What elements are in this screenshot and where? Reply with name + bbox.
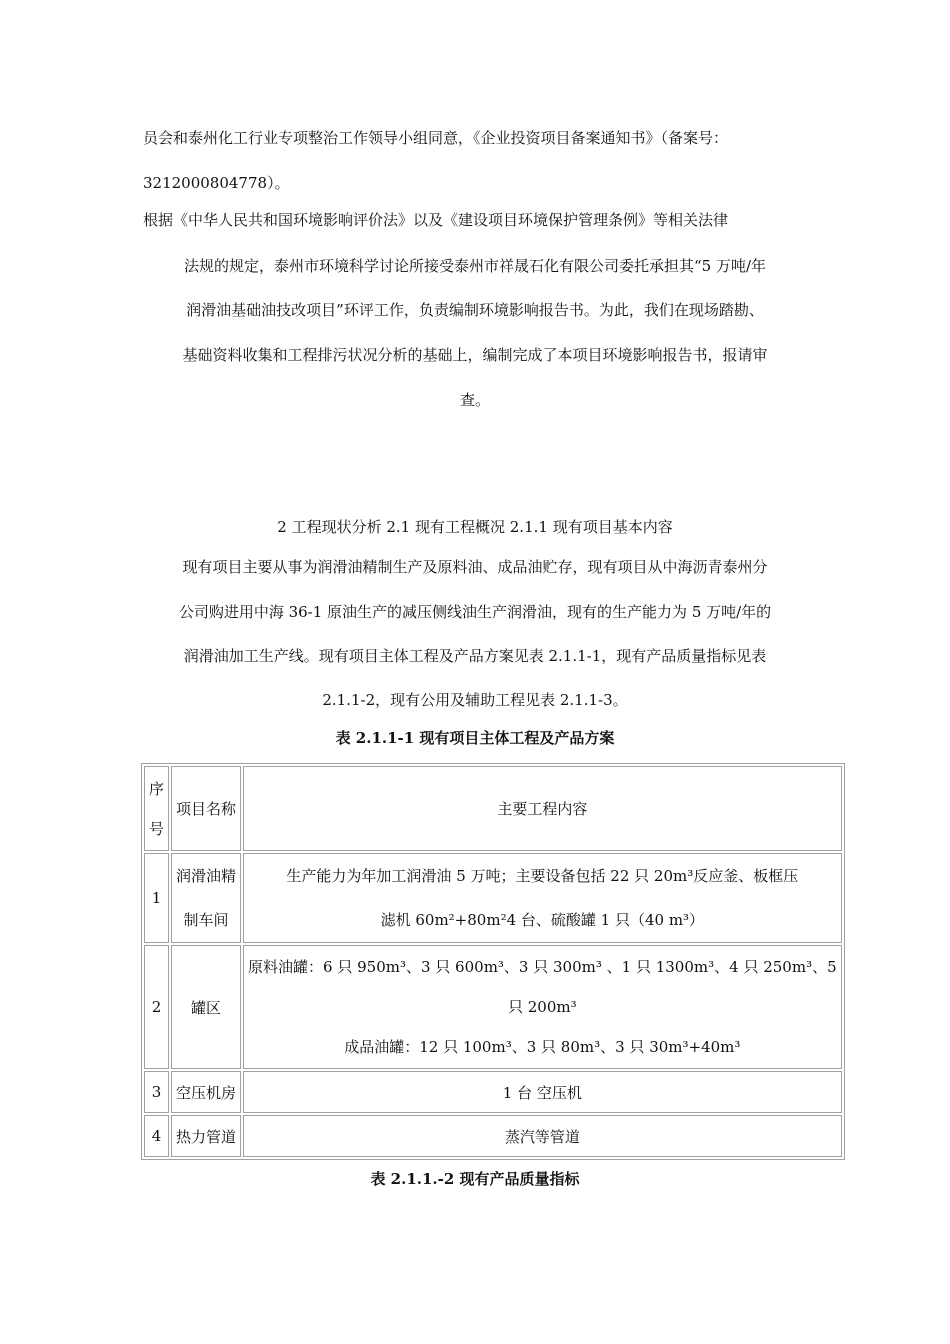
- intro-line-4: 法规的规定，泰州市环境科学讨论所接受泰州市祥晟石化有限公司委托承担其“5 万吨/年: [183, 257, 767, 275]
- row-no: 3: [144, 1071, 169, 1113]
- row-name: [171, 853, 241, 943]
- table-row: [144, 1071, 842, 1113]
- table-row: [144, 945, 842, 1069]
- table-row: [144, 1115, 842, 1157]
- row-content-line3: 成品油罐：12 只 100m³、3 只 80m³、3 只 30m³+40m³: [344, 1038, 741, 1056]
- intro-line-5: 润滑油基础油技改项目”环评工作，负责编制环境影响报告书。为此，我们在现场踏勘、: [186, 301, 764, 319]
- header-no-line2: 号: [149, 819, 165, 838]
- table-row: [144, 853, 842, 943]
- intro-line-7: 查。: [459, 391, 490, 409]
- section-line-3: 润滑油加工生产线。现有项目主体工程及产品方案见表 2.1.1-1，现有产品质量指标见表: [183, 647, 767, 665]
- row-name: 罐区: [171, 945, 241, 1069]
- row-no: 2: [144, 945, 169, 1069]
- section-line-2: 公司购进用中海 36-1 原油生产的减压侧线油生产润滑油，现有的生产能力为 5 万吨/年的: [178, 603, 772, 621]
- project-table: [141, 763, 845, 1160]
- row-content-line2: 只 200m³: [508, 998, 577, 1016]
- intro-line-2: 3212000804778）。: [143, 174, 290, 192]
- header-name: 项目名称: [171, 766, 241, 851]
- row-content-line2: 滤机 60m²+80m²4 台、硫酸罐 1 只（40 m³）: [380, 911, 705, 929]
- row-name: 空压机房: [171, 1071, 241, 1113]
- section-line-1: 现有项目主要从事为润滑油精制生产及原料油、成品油贮存，现有项目从中海沥青泰州分: [182, 558, 768, 576]
- row-content: [243, 853, 842, 943]
- row-content: [243, 945, 842, 1069]
- table-header-row: [144, 766, 842, 851]
- header-no-line1: 序: [149, 779, 165, 798]
- header-no: [144, 766, 169, 851]
- row-name-line1: 润滑油精: [176, 867, 237, 885]
- header-content: 主要工程内容: [243, 766, 842, 851]
- row-content-line1: 生产能力为年加工润滑油 5 万吨；主要设备包括 22 只 20m³反应釜、板框压: [286, 867, 799, 885]
- row-content: 蒸汽等管道: [243, 1115, 842, 1157]
- row-name: 热力管道: [171, 1115, 241, 1157]
- intro-line-6: 基础资料收集和工程排污状况分析的基础上，编制完成了本项目环境影响报告书，报请审: [182, 346, 768, 364]
- table1-caption: 表 2.1.1-1 现有项目主体工程及产品方案: [335, 729, 615, 747]
- intro-line-3: 根据《中华人民共和国环境影响评价法》以及《建设项目环境保护管理条例》等相关法律: [143, 211, 729, 229]
- row-name-line2: 制车间: [183, 911, 229, 929]
- section-line-4: 2.1.1-2，现有公用及辅助工程见表 2.1.1-3。: [322, 691, 628, 709]
- intro-line-1: 员会和泰州化工行业专项整治工作领导小组同意，《企业投资项目备案通知书》（备案号：: [143, 129, 729, 147]
- row-content-line1: 原料油罐：6 只 950m³、3 只 600m³、3 只 300m³ 、1 只 1300m³、4 只 250m³、5: [248, 958, 837, 976]
- row-content: 1 台 空压机: [243, 1071, 842, 1113]
- section-heading: 2 工程现状分析 2.1 现有工程概况 2.1.1 现有项目基本内容: [277, 518, 673, 536]
- row-no: 4: [144, 1115, 169, 1157]
- row-no: 1: [144, 853, 169, 943]
- table2-caption: 表 2.1.1.-2 现有产品质量指标: [370, 1170, 580, 1188]
